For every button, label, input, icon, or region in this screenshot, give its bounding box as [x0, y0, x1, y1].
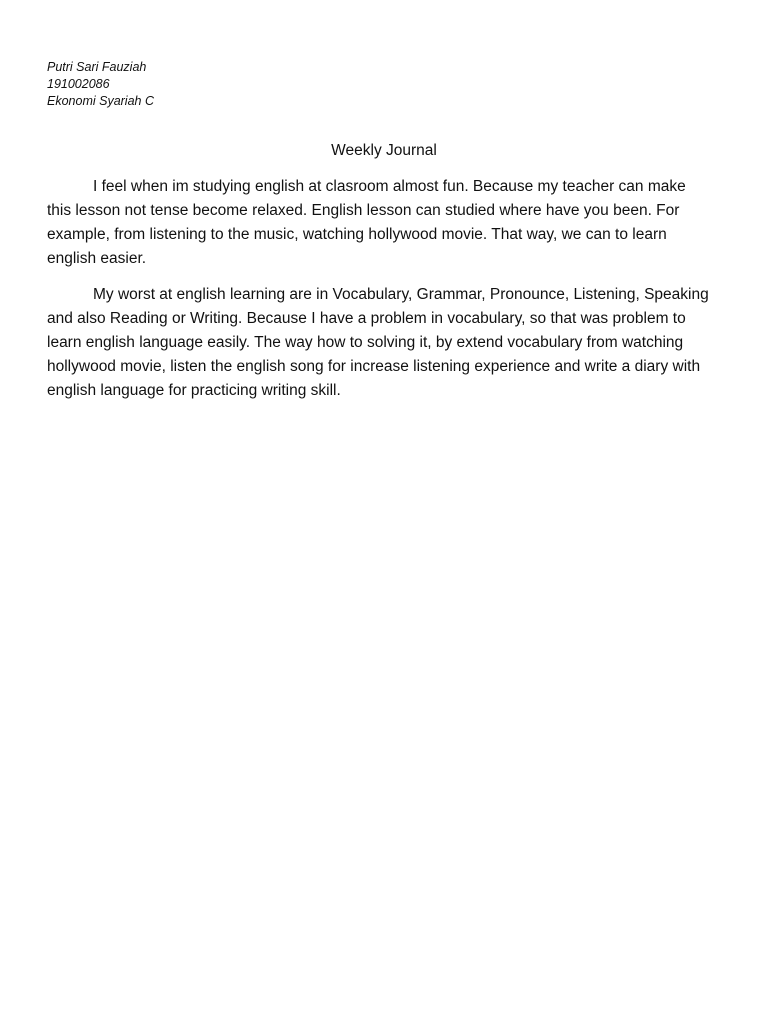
student-id: 191002086 — [47, 77, 110, 91]
author-header — [47, 59, 154, 110]
document-body — [47, 175, 713, 415]
paragraph-1: I feel when im studying english at clasroom almost fun. Because my teacher can make this lesson not tense become relaxed. English lesson can studied where have you been. For example, from listening to the music, watching hollywood movie. That way, we can to learn english easier. — [47, 178, 686, 267]
document-title: Weekly Journal — [331, 142, 437, 159]
class-name: Ekonomi Syariah C — [47, 94, 154, 108]
author-name: Putri Sari Fauziah — [47, 60, 147, 74]
paragraph-2: My worst at english learning are in Vocabulary, Grammar, Pronounce, Listening, Speaking and also Reading or Writing. Because I have a problem in vocabulary, so that was problem to learn english language easily. The way how to solving it, by extend vocabulary from watching hollywood movie, listen the english song for increase listening experience and write a diary with english language for practicing writing skill. — [47, 286, 709, 399]
